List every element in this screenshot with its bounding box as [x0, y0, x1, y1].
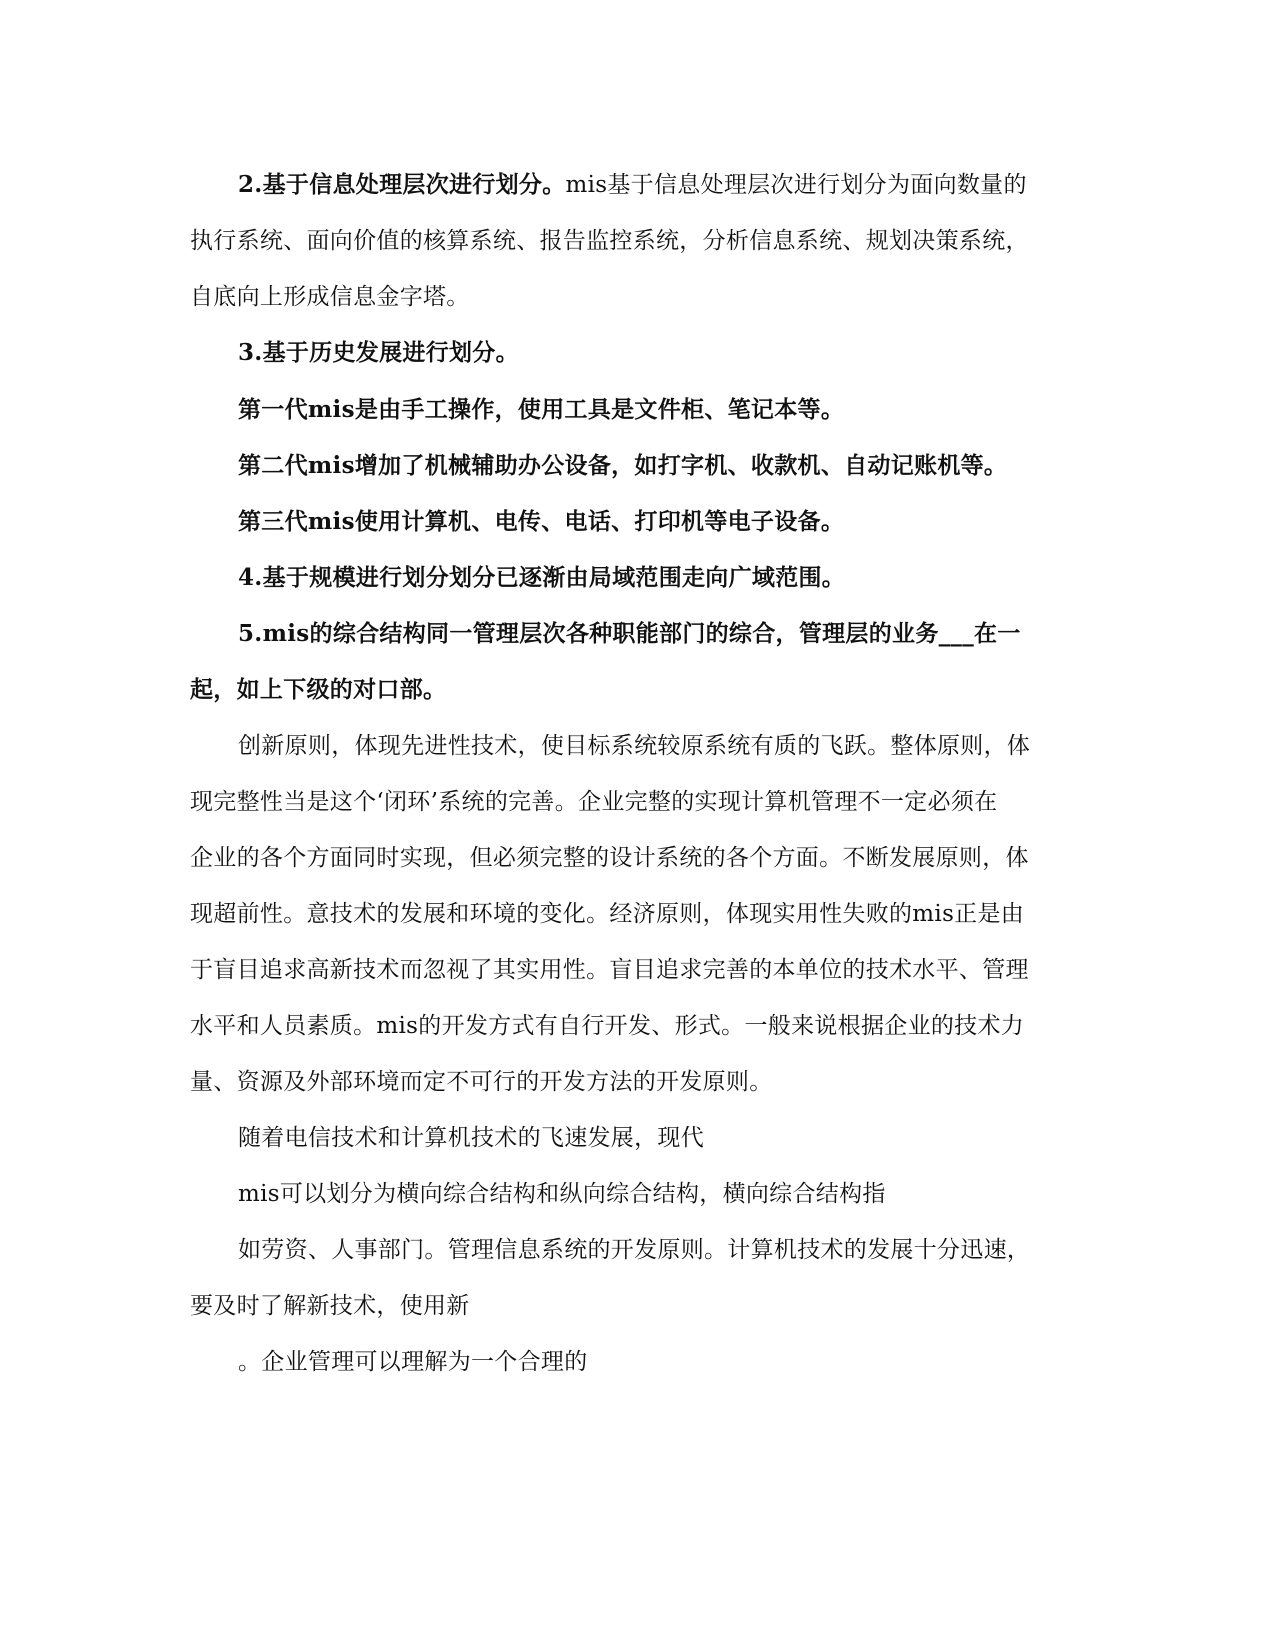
paragraph-line: 如劳资、人事部门。管理信息系统的开发原则。计算机技术的发展十分迅速，: [238, 1237, 1031, 1263]
paragraph-line: 现完整性当是这个‘闭环’系统的完善。企业完整的实现计算机管理不一定必须在: [190, 789, 998, 815]
paragraph-line: mis可以划分为横向综合结构和纵向综合结构，横向综合结构指: [238, 1181, 886, 1207]
heading-line: 第三代mis使用计算机、电传、电话、打印机等电子设备。: [238, 508, 845, 535]
heading-text: 2.基于信息处理层次进行划分。: [238, 171, 566, 198]
heading-line: 第一代mis是由手工操作，使用工具是文件柜、笔记本等。: [238, 396, 845, 423]
heading-line: 第二代mis增加了机械辅助办公设备，如打字机、收款机、自动记账机等。: [238, 452, 1008, 479]
paragraph-line: [238, 170, 1138, 200]
heading-line: 5.mis的综合结构同一管理层次各种职能部门的综合，管理层的业务___在一: [238, 620, 1021, 647]
paragraph-line: 。企业管理可以理解为一个合理的: [238, 1349, 588, 1375]
paragraph-line: 要及时了解新技术，使用新: [190, 1293, 470, 1319]
paragraph-line: 创新原则，体现先进性技术，使目标系统较原系统有质的飞跃。整体原则，体: [238, 733, 1031, 759]
heading-line: 3.基于历史发展进行划分。: [238, 339, 519, 366]
paragraph-line: 自底向上形成信息金字塔。: [190, 284, 470, 310]
paragraph-line: 于盲目追求高新技术而忽视了其实用性。盲目追求完善的本单位的技术水平、管理: [190, 957, 1029, 983]
paragraph-line: 现超前性。意技术的发展和环境的变化。经济原则，体现实用性失败的mis正是由: [190, 901, 1025, 927]
heading-line: 起，如上下级的对口部。: [190, 676, 447, 703]
paragraph-line: 企业的各个方面同时实现，但必须完整的设计系统的各个方面。不断发展原则，体: [190, 845, 1029, 871]
paragraph-line: 执行系统、面向价值的核算系统、报告监控系统，分析信息系统、规划决策系统，: [190, 228, 1029, 254]
paragraph-line: 水平和人员素质。mis的开发方式有自行开发、形式。一般来说根据企业的技术力: [190, 1013, 1025, 1039]
heading-line: 4.基于规模进行划分划分已逐渐由局域范围走向广域范围。: [238, 564, 846, 591]
paragraph-line: 量、资源及外部环境而定不可行的开发方法的开发原则。: [190, 1069, 773, 1095]
paragraph-line: 随着电信技术和计算机技术的飞速发展，现代: [238, 1125, 704, 1151]
body-text: mis基于信息处理层次进行划分为面向数量的: [565, 172, 1027, 198]
